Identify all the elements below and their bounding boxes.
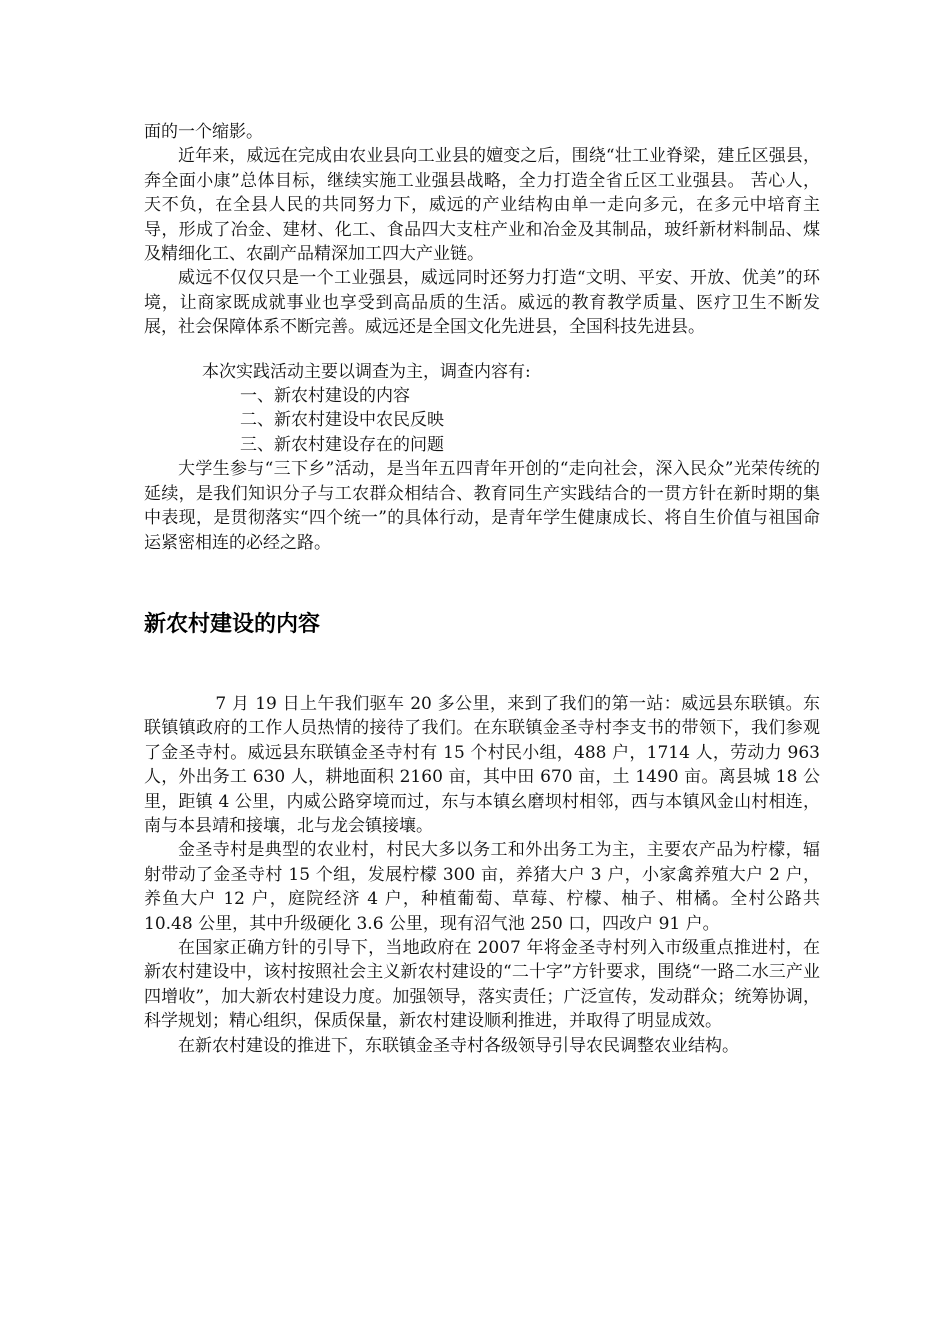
paragraph-survey-intro: 本次实践活动主要以调查为主，调查内容有: (202, 361, 531, 382)
paragraph-intro-tail: 面的一个缩影。 (144, 122, 263, 142)
survey-item-1: 一、新农村建设的内容 (240, 386, 410, 407)
survey-item-2: 二、新农村建设中农民反映 (240, 410, 444, 431)
survey-item-3: 三、新农村建设存在的问题 (240, 434, 444, 455)
paragraph-industry: 近年来，威远在完成由农业县向工业县的嬗变之后，围绕“壮工业脊梁，建丘区强县，奔全面小康”总体目标，继续实施工业强县战略，全力打造全省丘区工业强县。 苦心人，天不负，在全县人民的共同努力下，威远的产业结构由单一走向多元，在多元中培育主导，形成了冶金、建材、化工、食品四大支柱产业和冶金及其制品，玻纤新材料制品、煤及精细化工、农副产品精深加工四大产业链。 (144, 146, 820, 265)
document-page (144, 120, 820, 1058)
paragraph-policy: 在国家正确方针的引导下，当地政府在 2007 年将金圣寺村列入市级重点推进村，在新农村建设中，该村按照社会主义新农村建设的“二十字”方针要求，围绕“一路二水三产业四增收”，加大新农村建设力度。加强领导，落实责任；广泛宣传，发动群众；统筹协调，科学规划；精心组织，保质保量，新农村建设顺利推进，并取得了明显成效。 (144, 937, 820, 1032)
paragraph-visit: 7 月 19 日上午我们驱车 20 多公里，来到了我们的第一站：威远县东联镇。东联镇镇政府的工作人员热情的接待了我们。在东联镇金圣寺村李支书的带领下，我们参观了金圣寺村。威远县东联镇金圣寺村有 15 个村民小组，488 户，1714 人，劳动力 963 人，外出务工 630 人，耕地面积 2160 亩，其中田 670 亩，土 1490 亩。离县城 18 公里，距镇 4 公里，内威公路穿境而过，东与本镇幺磨坝村相邻，西与本镇风金山村相连，南与本县靖和接壤，北与龙会镇接壤。 (144, 693, 820, 836)
paragraph-village: 金圣寺村是典型的农业村，村民大多以务工和外出务工为主，主要农产品为柠檬，辐射带动了金圣寺村 15 个组，发展柠檬 300 亩，养猪大户 3 户，小家禽养殖大户 2 户，养鱼大户 12 户，庭院经济 4 户，种植葡萄、草莓、柠檬、柚子、柑橘。全村公路共 10.48 公里，其中升级硬化 3.6 公里，现有沼气池 250 口，四改户 91 户。 (144, 840, 820, 934)
paragraph-students: 大学生参与“三下乡”活动，是当年五四青年开创的“走向社会，深入民众”光荣传统的延续，是我们知识分子与工农群众相结合、教育同生产实践结合的一贯方针在新时期的集中表现，是贯彻落实“四个统一”的具体行动，是青年学生健康成长、将自生价值与祖国命运紧密相连的必经之路。 (144, 459, 820, 553)
paragraph-environment: 威远不仅仅只是一个工业强县，威远同时还努力打造“文明、平安、开放、优美”的环境，让商家既成就事业也享受到高品质的生活。威远的教育教学质量、医疗卫生不断发展，社会保障体系不断完善。威远还是全国文化先进县，全国科技先进县。 (144, 268, 820, 338)
section-heading: 新农村建设的内容 (144, 611, 321, 637)
paragraph-last: 在新农村建设的推进下，东联镇金圣寺村各级领导引导农民调整农业结构。 (178, 1035, 739, 1056)
